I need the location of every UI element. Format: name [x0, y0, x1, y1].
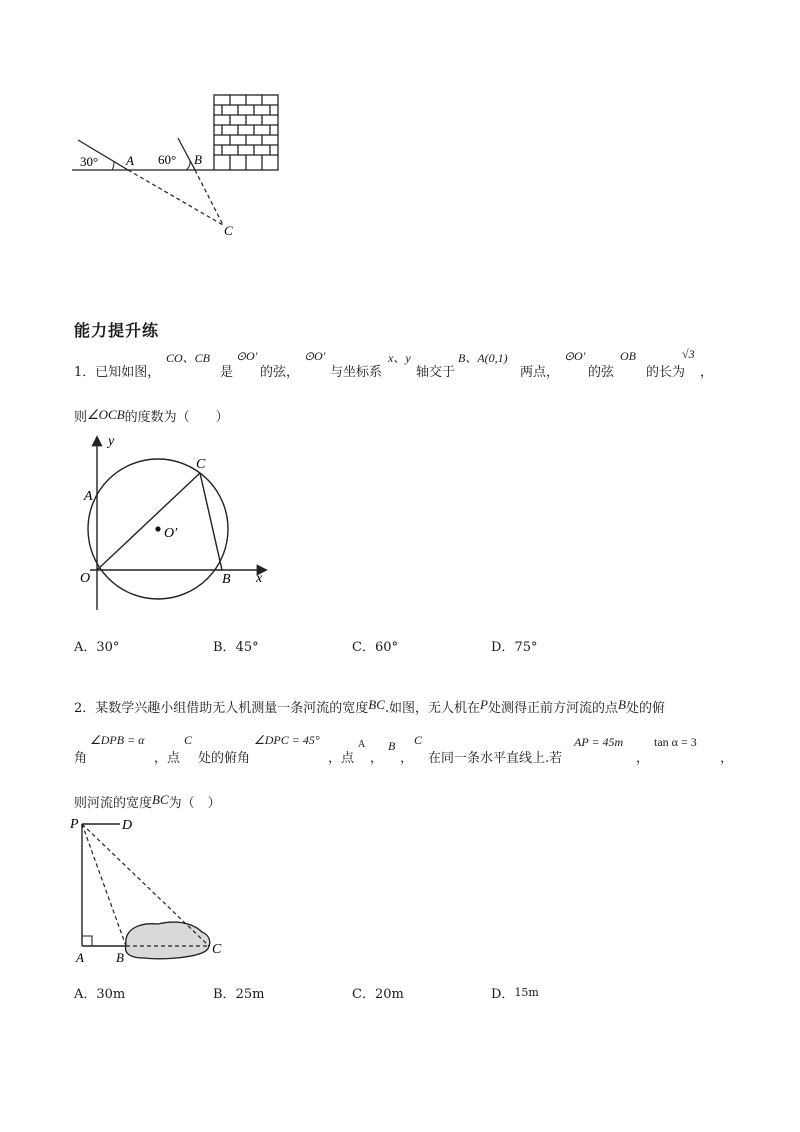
q2-dpb: ∠DPB = α: [90, 733, 145, 747]
label-a: A: [84, 489, 93, 504]
q2-line2: [74, 733, 774, 777]
q1-ob: OB: [620, 349, 636, 363]
q2-option-a[interactable]: [74, 983, 125, 1002]
label-c: C: [224, 223, 233, 238]
q1-degree: 的度数为（ ）: [124, 410, 229, 425]
q2-dpc: ∠DPC = 45°: [254, 733, 320, 747]
label-c: C: [196, 457, 206, 472]
q1-figure: [70, 430, 280, 615]
option-value: 15m: [514, 986, 539, 999]
angle-arc-a: [112, 162, 114, 170]
q1-pts: B、A(0,1): [458, 351, 508, 365]
q1-with-axes: 与坐标系: [330, 365, 383, 380]
option-value: 30°: [96, 640, 120, 655]
q2-l1b: .如图，无人机在: [384, 701, 481, 716]
q1-option-a[interactable]: [74, 636, 119, 655]
q2-l1a: 2．某数学兴趣小组借助无人机测量一条河流的宽度: [74, 701, 369, 716]
option-letter: C．: [352, 640, 375, 655]
q1-option-d[interactable]: [491, 636, 537, 655]
q2-tan: tan α = 3: [654, 735, 697, 749]
label-30: 30°: [80, 154, 99, 169]
q2-l2e: ，: [370, 751, 384, 766]
q1-option-b[interactable]: [213, 636, 259, 655]
q2-bc: BC: [368, 697, 385, 712]
q2-line1: [74, 697, 665, 716]
q2-l2a: 角: [74, 751, 88, 766]
option-letter: D．: [491, 987, 515, 1002]
q1-length: 的长为: [646, 365, 686, 380]
river-shape: [126, 922, 210, 959]
q2-l2d: ，点: [328, 751, 355, 766]
q2-option-d[interactable]: [491, 983, 539, 1002]
q2-option-b[interactable]: [213, 983, 264, 1002]
q1-circle1: ⊙O′: [236, 349, 258, 363]
q2-l2i: ，: [720, 751, 734, 766]
q2-c-sup: C: [184, 733, 193, 747]
q2-l1d: 处的俯: [625, 701, 665, 716]
label-o: O: [80, 571, 91, 586]
q2-b: B: [618, 697, 626, 712]
q1-dexian2: 的弦: [588, 365, 615, 380]
q1-circle2: ⊙O′: [304, 349, 326, 363]
q1-then: 则: [74, 410, 88, 425]
center-dot: [155, 526, 160, 531]
label-d: D: [122, 818, 133, 833]
label-a: A: [76, 950, 84, 965]
q2-l2f: ，: [400, 751, 414, 766]
q2-l2c: 处的俯角: [198, 751, 251, 766]
brick-wall: [214, 95, 278, 170]
chord-cb: [200, 473, 222, 570]
option-letter: B．: [213, 640, 236, 655]
q1-option-c[interactable]: [352, 636, 398, 655]
label-b: B: [194, 152, 202, 167]
q2-l2g: 在同一条水平直线上.若: [428, 751, 563, 766]
q2-l2h: ，: [636, 751, 650, 766]
option-value: 75°: [514, 640, 538, 655]
option-value: 30m: [96, 987, 126, 1002]
label-b: B: [222, 572, 231, 587]
q1-shi: 是: [220, 365, 234, 380]
q2-ap: AP = 45m: [574, 735, 624, 749]
q1-line1: [74, 347, 774, 391]
q2-line3: [74, 792, 221, 811]
label-b: B: [116, 950, 124, 965]
q2-figure: [66, 812, 236, 972]
label-a: A: [126, 153, 134, 168]
q2-c2-sup: C: [414, 733, 423, 747]
right-angle-mark: [82, 936, 92, 946]
chord-oc: [97, 473, 200, 570]
q2-option-c[interactable]: [352, 983, 404, 1002]
top-figure: [60, 90, 300, 250]
q1-sqrt3: √3: [682, 347, 695, 361]
label-60: 60°: [158, 152, 177, 167]
q1-axis-meet: 轴交于: [416, 365, 456, 380]
q1-line2: [74, 406, 229, 425]
q1-circle3: ⊙O′: [564, 349, 586, 363]
option-letter: C．: [352, 987, 375, 1002]
q1-dexian: 的弦，: [260, 365, 300, 380]
option-letter: D．: [491, 640, 515, 655]
label-c: C: [212, 942, 222, 957]
sight-line-b: [178, 138, 195, 170]
q1-co-cb: CO、CB: [166, 351, 211, 365]
option-value: 60°: [374, 640, 398, 655]
label-y: y: [108, 434, 115, 449]
label-o-prime: O′: [164, 526, 178, 541]
line-pb: [82, 824, 126, 946]
q2-a-sup: A: [358, 739, 366, 750]
option-letter: B．: [213, 987, 236, 1002]
q2-l1c: 处测得正前方河流的点: [488, 701, 619, 716]
q2-b-sup: B: [388, 739, 396, 753]
option-letter: A．: [74, 987, 97, 1002]
q1-angle: ∠OCB: [87, 407, 125, 422]
q2-l2b: ，点: [154, 751, 181, 766]
label-x: x: [256, 571, 263, 586]
q2-bc2: BC: [152, 792, 169, 807]
label-p: P: [70, 817, 79, 832]
option-value: 45°: [235, 640, 259, 655]
q2-p: P: [480, 697, 488, 712]
section-title: 能力提升练: [74, 321, 160, 340]
q1-xy: x、y: [388, 351, 411, 365]
option-letter: A．: [74, 640, 97, 655]
q1-two-points: 两点，: [520, 365, 560, 380]
option-value: 20m: [374, 987, 404, 1002]
angle-arc-b: [186, 161, 190, 170]
option-value: 25m: [235, 987, 265, 1002]
q1-comma: ，: [700, 365, 714, 380]
q1-prefix: 1．已知如图，: [74, 365, 161, 380]
q2-l3a: 则河流的宽度: [74, 796, 153, 811]
q2-l3b: 为（ ）: [168, 796, 221, 811]
